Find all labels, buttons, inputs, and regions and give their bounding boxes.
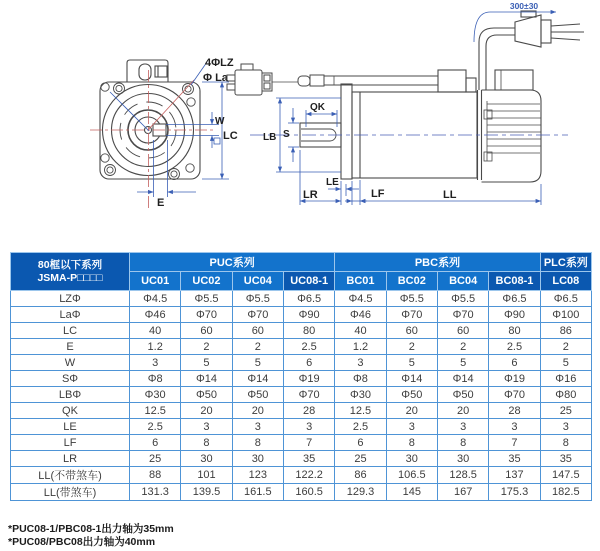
- value-cell: 1.2: [335, 339, 386, 355]
- value-cell: 12.5: [335, 403, 386, 419]
- value-cell: 86: [335, 467, 386, 484]
- label-lr: LR: [303, 189, 318, 201]
- value-cell: Φ14: [181, 371, 232, 387]
- value-cell: Φ90: [489, 307, 540, 323]
- row-label: LC: [11, 323, 130, 339]
- model-header-bc04: BC04: [437, 272, 488, 291]
- value-cell: Φ6.5: [540, 291, 591, 307]
- value-cell: 80: [283, 323, 334, 339]
- row-label: LF: [11, 435, 130, 451]
- value-cell: 5: [540, 355, 591, 371]
- value-cell: 2.5: [489, 339, 540, 355]
- value-cell: Φ6.5: [283, 291, 334, 307]
- value-cell: Φ90: [283, 307, 334, 323]
- value-cell: 175.3: [489, 484, 540, 501]
- value-cell: 30: [437, 451, 488, 467]
- value-cell: Φ5.5: [386, 291, 437, 307]
- value-cell: Φ100: [540, 307, 591, 323]
- value-cell: Φ50: [181, 387, 232, 403]
- value-cell: 129.3: [335, 484, 386, 501]
- value-cell: 2: [540, 339, 591, 355]
- value-cell: Φ19: [489, 371, 540, 387]
- value-cell: 30: [181, 451, 232, 467]
- value-cell: 3: [386, 419, 437, 435]
- table-row: [11, 307, 592, 323]
- label-e: E: [157, 197, 165, 209]
- table-corner-header: [11, 253, 130, 291]
- value-cell: 106.5: [386, 467, 437, 484]
- value-cell: 101: [181, 467, 232, 484]
- value-cell: 147.5: [540, 467, 591, 484]
- front-centerlines: [90, 70, 213, 208]
- label-s: S: [283, 129, 290, 140]
- value-cell: Φ14: [232, 371, 283, 387]
- value-cell: Φ8: [335, 371, 386, 387]
- value-cell: 2: [437, 339, 488, 355]
- value-cell: 3: [437, 419, 488, 435]
- value-cell: 2.5: [335, 419, 386, 435]
- value-cell: 137: [489, 467, 540, 484]
- value-cell: Φ50: [437, 387, 488, 403]
- value-cell: 28: [283, 403, 334, 419]
- value-cell: 40: [130, 323, 181, 339]
- value-cell: 2.5: [283, 339, 334, 355]
- series-header-highlight: PLC系列: [540, 253, 591, 272]
- value-cell: Φ5.5: [181, 291, 232, 307]
- value-cell: 5: [437, 355, 488, 371]
- value-cell: 60: [232, 323, 283, 339]
- value-cell: Φ70: [437, 307, 488, 323]
- model-header-bc02: BC02: [386, 272, 437, 291]
- value-cell: 5: [386, 355, 437, 371]
- value-cell: 20: [437, 403, 488, 419]
- value-cell: 128.5: [437, 467, 488, 484]
- table-row: [11, 387, 592, 403]
- value-cell: Φ8: [130, 371, 181, 387]
- footnote-2: *PUC08/PBC08出力轴为40mm: [8, 536, 156, 548]
- value-cell: 123: [232, 467, 283, 484]
- value-cell: Φ70: [386, 307, 437, 323]
- value-cell: 131.3: [130, 484, 181, 501]
- value-cell: 25: [335, 451, 386, 467]
- row-label: LZΦ: [11, 291, 130, 307]
- table-row: [11, 435, 592, 451]
- label-qk: QK: [310, 102, 325, 113]
- model-header-lc08: LC08: [540, 272, 591, 291]
- value-cell: 25: [540, 403, 591, 419]
- value-cell: Φ14: [437, 371, 488, 387]
- table-row: [11, 467, 592, 484]
- value-cell: 167: [437, 484, 488, 501]
- value-cell: Φ50: [232, 387, 283, 403]
- value-cell: 88: [130, 467, 181, 484]
- model-header-bc08-1: BC08-1: [489, 272, 540, 291]
- value-cell: 60: [181, 323, 232, 339]
- value-cell: Φ30: [130, 387, 181, 403]
- value-cell: 35: [540, 451, 591, 467]
- value-cell: 6: [335, 435, 386, 451]
- value-cell: 6: [130, 435, 181, 451]
- value-cell: 20: [181, 403, 232, 419]
- value-cell: Φ46: [335, 307, 386, 323]
- value-cell: 3: [489, 419, 540, 435]
- model-header-uc04: UC04: [232, 272, 283, 291]
- value-cell: 28: [489, 403, 540, 419]
- value-cell: 5: [181, 355, 232, 371]
- value-cell: Φ4.5: [130, 291, 181, 307]
- value-cell: Φ5.5: [232, 291, 283, 307]
- label-le: LE: [326, 177, 339, 188]
- table-row: [11, 451, 592, 467]
- value-cell: 6: [489, 355, 540, 371]
- label-lb: LB: [263, 132, 277, 143]
- value-cell: 60: [437, 323, 488, 339]
- value-cell: 1.2: [130, 339, 181, 355]
- side-view: [227, 11, 584, 182]
- value-cell: Φ70: [283, 387, 334, 403]
- table-row: [11, 355, 592, 371]
- value-cell: Φ30: [335, 387, 386, 403]
- spec-table: [10, 252, 592, 501]
- value-cell: 2: [232, 339, 283, 355]
- value-cell: 122.2: [283, 467, 334, 484]
- value-cell: Φ19: [283, 371, 334, 387]
- rear-ribs: [484, 101, 541, 161]
- value-cell: 3: [335, 355, 386, 371]
- corner-header-line: JSMA-P□□□□: [37, 271, 103, 284]
- label-phila: Φ La: [203, 72, 228, 84]
- row-label: E: [11, 339, 130, 355]
- encoder-connector: [227, 64, 438, 95]
- label-cable-length: 300±30: [509, 1, 539, 11]
- series-header: PBC系列: [335, 253, 540, 272]
- value-cell: 30: [232, 451, 283, 467]
- value-cell: 3: [283, 419, 334, 435]
- front-view: [100, 60, 200, 180]
- bolt-circle-line: [110, 92, 149, 131]
- value-cell: Φ80: [540, 387, 591, 403]
- value-cell: Φ46: [130, 307, 181, 323]
- spec-table-body: [11, 291, 592, 501]
- value-cell: Φ70: [181, 307, 232, 323]
- value-cell: 7: [489, 435, 540, 451]
- label-ll: LL: [443, 189, 457, 201]
- value-cell: 8: [181, 435, 232, 451]
- value-cell: Φ4.5: [335, 291, 386, 307]
- value-cell: Φ70: [489, 387, 540, 403]
- model-header-uc01: UC01: [130, 272, 181, 291]
- table-row: [11, 339, 592, 355]
- row-label: LL(不带煞车): [11, 467, 130, 484]
- value-cell: Φ5.5: [437, 291, 488, 307]
- model-header-bc01: BC01: [335, 272, 386, 291]
- value-cell: 2.5: [130, 419, 181, 435]
- value-cell: 6: [283, 355, 334, 371]
- value-cell: Φ70: [232, 307, 283, 323]
- motor-dimension-drawing: [0, 0, 600, 250]
- row-label: LaΦ: [11, 307, 130, 323]
- spec-table-head: [11, 253, 592, 291]
- row-label: LL(带煞车): [11, 484, 130, 501]
- label-lc: LC: [223, 130, 238, 142]
- value-cell: 7: [283, 435, 334, 451]
- footnote-1: *PUC08-1/PBC08-1出力轴为35mm: [8, 523, 174, 535]
- encoder-bracket: [438, 70, 476, 92]
- value-cell: 8: [540, 435, 591, 451]
- table-row: [11, 403, 592, 419]
- value-cell: 20: [386, 403, 437, 419]
- label-4philz: 4ΦLZ: [205, 57, 234, 69]
- value-cell: 2: [181, 339, 232, 355]
- value-cell: 5: [232, 355, 283, 371]
- series-header: PUC系列: [130, 253, 335, 272]
- value-cell: 3: [232, 419, 283, 435]
- row-label: QK: [11, 403, 130, 419]
- value-cell: 60: [386, 323, 437, 339]
- row-label: LBΦ: [11, 387, 130, 403]
- table-row: [11, 371, 592, 387]
- row-label: LE: [11, 419, 130, 435]
- table-row: [11, 419, 592, 435]
- row-label: SΦ: [11, 371, 130, 387]
- value-cell: 20: [232, 403, 283, 419]
- value-cell: 25: [130, 451, 181, 467]
- value-cell: 3: [130, 355, 181, 371]
- value-cell: 30: [386, 451, 437, 467]
- footnotes: [8, 523, 174, 549]
- value-cell: Φ14: [386, 371, 437, 387]
- value-cell: 80: [489, 323, 540, 339]
- table-row: [11, 291, 592, 307]
- value-cell: 139.5: [181, 484, 232, 501]
- value-cell: 145: [386, 484, 437, 501]
- table-row: [11, 323, 592, 339]
- model-header-uc02: UC02: [181, 272, 232, 291]
- model-header-uc08-1: UC08-1: [283, 272, 334, 291]
- value-cell: 182.5: [540, 484, 591, 501]
- value-cell: 8: [232, 435, 283, 451]
- value-cell: 12.5: [130, 403, 181, 419]
- value-cell: 2: [386, 339, 437, 355]
- row-label: W: [11, 355, 130, 371]
- table-row: [11, 484, 592, 501]
- value-cell: 161.5: [232, 484, 283, 501]
- power-connector: [515, 15, 541, 47]
- value-cell: 35: [283, 451, 334, 467]
- label-w: W: [215, 116, 225, 127]
- value-cell: 3: [181, 419, 232, 435]
- label-lf: LF: [371, 188, 385, 200]
- value-cell: 160.5: [283, 484, 334, 501]
- value-cell: 40: [335, 323, 386, 339]
- value-cell: Φ6.5: [489, 291, 540, 307]
- value-cell: 3: [540, 419, 591, 435]
- front-terminal-box: [127, 60, 168, 82]
- value-cell: 35: [489, 451, 540, 467]
- flange-side: [341, 84, 352, 179]
- value-cell: Φ16: [540, 371, 591, 387]
- corner-header-line: 80框以下系列: [37, 258, 103, 271]
- value-cell: 8: [386, 435, 437, 451]
- value-cell: 8: [437, 435, 488, 451]
- value-cell: Φ50: [386, 387, 437, 403]
- value-cell: 86: [540, 323, 591, 339]
- row-label: LR: [11, 451, 130, 467]
